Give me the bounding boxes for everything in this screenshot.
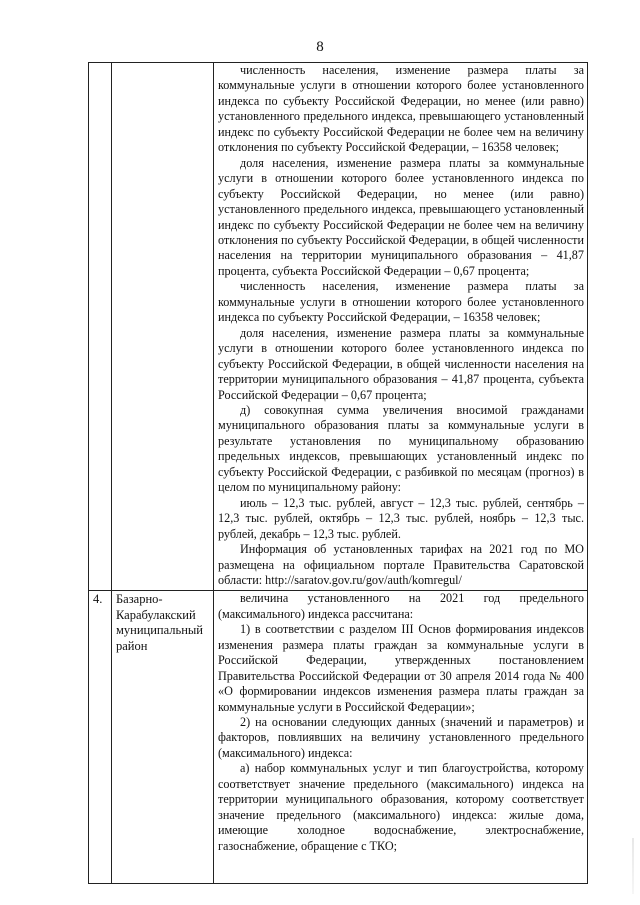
district-name-cell bbox=[112, 63, 214, 591]
paragraph: доля населения, изменение размера платы за коммунальные услуги в отношении которого более установленного индекса по субъекту Российской Федерации, но менее (или равно) установленного предельного индекса, превышающего установленный индекс по субъекту Российской Федерации не более чем на величину отклонения по субъекту Российской Федерации, в общей численности населения на территории муниципального образования – 41,87 процента, субъекта Российской Федерации – 0,67 процента; bbox=[218, 155, 584, 278]
paragraph: численность населения, изменение размера платы за коммунальные услуги в отношении которого более установленного индекса по субъекту Российской Федерации, но менее (или равно) установленного предельного индекса, превышающего установленный индекс по субъекту Российской Федерации не более чем на величину отклонения по субъекту Российской Федерации, – 16358 человек; bbox=[218, 63, 584, 155]
table-row bbox=[89, 591, 588, 884]
row-number: 4. bbox=[93, 592, 103, 607]
page-number: 8 bbox=[316, 39, 324, 55]
paragraph: д) совокупная сумма увеличения вносимой гражданами муниципального образования платы за коммунальные услуги в результате установления по муниципальному образованию предельных индексов, превышающих установленный индекс по субъекту Российской Федерации, с разбивкой по месяцам (прогноз) в целом по муниципальному району: bbox=[218, 402, 584, 495]
paragraph: 1) в соответствии с разделом III Основ формирования индексов изменения размера платы граждан за коммунальные услуги в Российской Федерации, утвержденных постановлением Правительства Российской Федерации от 30 апреля 2014 года № 400 «О формировании индексов изменения размера платы граждан за коммунальные услуги в Российской Федерации»; bbox=[218, 622, 584, 714]
row-number-cell bbox=[89, 63, 112, 591]
paragraph: 2) на основании следующих данных (значений и параметров) и факторов, повлиявших на величину установленного предельного (максимального) индекса: bbox=[218, 715, 584, 760]
district-name bbox=[112, 63, 213, 64]
row-number-cell bbox=[89, 591, 112, 884]
paragraph: июль – 12,3 тыс. рублей, август – 12,3 тыс. рублей, сентябрь – 12,3 тыс. рублей, октябрь – 12,3 тыс. рублей, ноябрь – 12,3 тыс. рублей, декабрь – 12,3 тыс. рублей. bbox=[218, 495, 584, 541]
district-name-cell bbox=[112, 591, 214, 884]
description-cell bbox=[214, 63, 588, 591]
scan-artifact bbox=[632, 838, 634, 894]
row-number bbox=[89, 63, 111, 64]
description-cell bbox=[214, 591, 588, 884]
paragraph: доля населения, изменение размера платы за коммунальные услуги в отношении которого более установленного индекса по субъекту Российской Федерации, в общей численности населения на территории муниципального образования – 41,87 процента, субъекта Российской Федерации – 0,67 процента; bbox=[218, 325, 584, 402]
paragraph: численность населения, изменение размера платы за коммунальные услуги в отношении которого более установленного индекса по субъекту Российской Федерации, – 16358 человек; bbox=[218, 279, 584, 325]
paragraph: Информация об установленных тарифах на 2021 год по МО размещена на официальном портале Правительства Саратовской области: http://saratov.gov.ru/gov/auth/komregul/ bbox=[218, 542, 584, 587]
paragraph: величина установленного на 2021 год предельного (максимального) индекса рассчитана: bbox=[218, 591, 584, 621]
table-row bbox=[89, 63, 588, 591]
paragraph: а) набор коммунальных услуг и тип благоустройства, которому соответствует значение предельного (максимального) индекса на территории муниципального образования, которому соответствует значение предельного (максимального) индекса: жилые дома, имеющие холодное водоснабжение, электроснабжение, газоснабжение, обращение с ТКО; bbox=[218, 761, 584, 853]
district-name: Базарно-Карабулакский муниципальный район bbox=[116, 592, 203, 653]
content-table bbox=[88, 62, 588, 884]
